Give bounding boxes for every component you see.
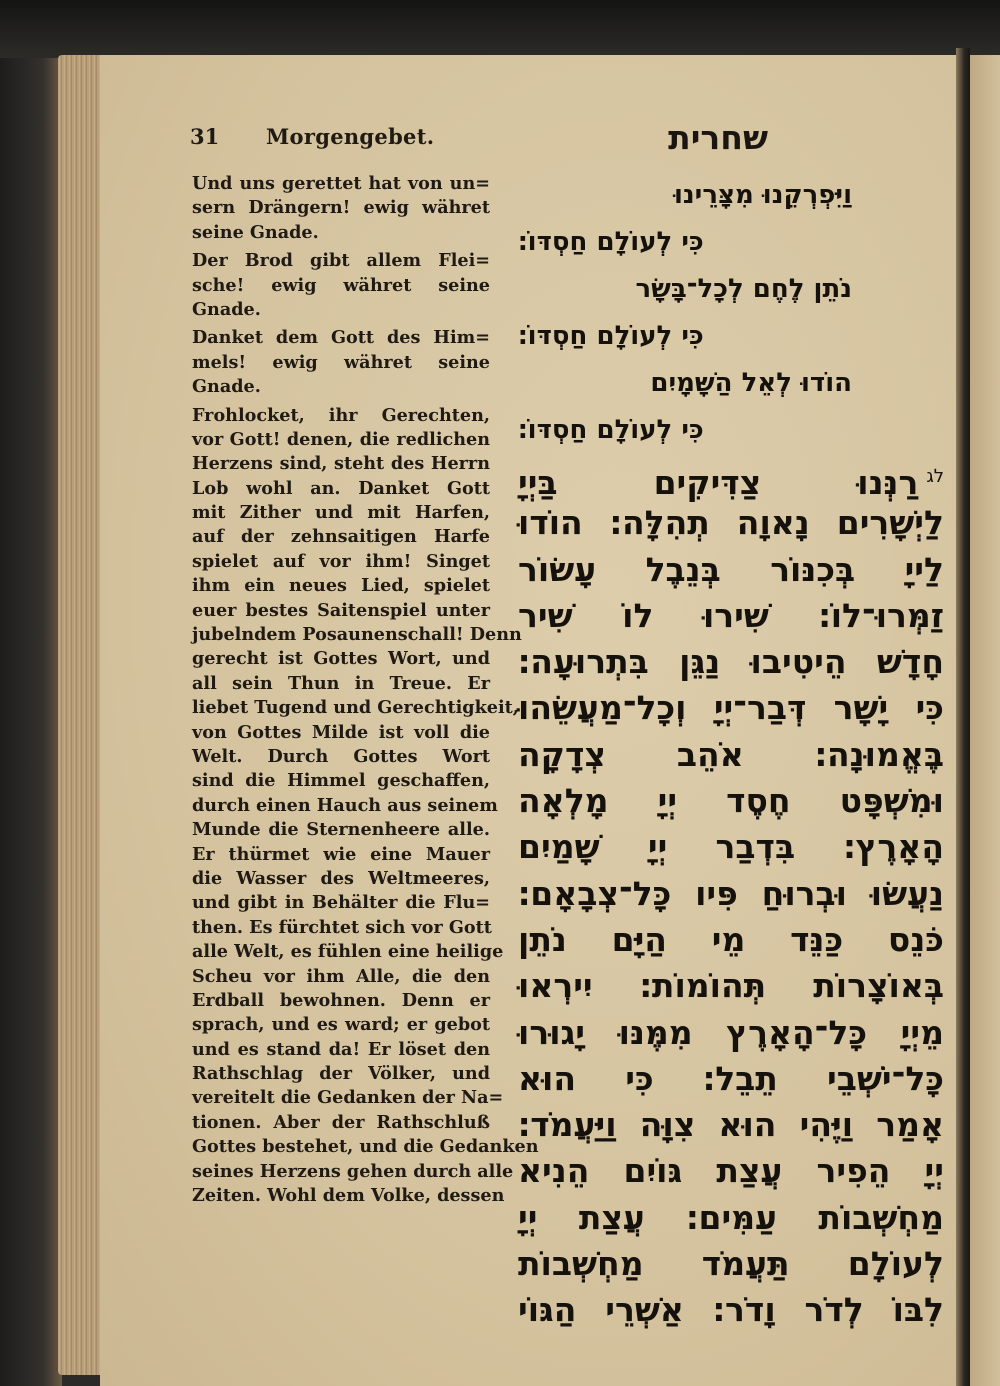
hebrew-line-text: כִּי יָשָׁר דְּבַר־יְיָ וְכָל־מַעֲשֵׂהוּ bbox=[518, 688, 944, 728]
hebrew-line bbox=[518, 778, 944, 824]
hebrew-line-text: וַיִּפְרְקֵנוּ מִצָּרֵינוּ bbox=[673, 180, 852, 210]
hebrew-line bbox=[518, 266, 944, 313]
hebrew-line bbox=[518, 685, 944, 731]
german-line: Gnade. bbox=[192, 376, 261, 398]
german-line: Er thürmet wie eine Mauer bbox=[192, 843, 490, 865]
hebrew-line bbox=[518, 963, 944, 1009]
hebrew-line bbox=[518, 1056, 944, 1102]
hebrew-running-title: שחרית bbox=[668, 118, 768, 157]
hebrew-line bbox=[518, 917, 944, 963]
german-line: Rathschlag der Völker, und bbox=[192, 1063, 490, 1085]
hebrew-line bbox=[518, 313, 944, 360]
german-line: seine Gnade. bbox=[192, 221, 319, 243]
running-title: Morgengebet. bbox=[266, 124, 435, 149]
german-line: von Gottes Milde ist voll die bbox=[192, 721, 490, 743]
german-line: Gottes bestehet, und die Gedanken bbox=[192, 1136, 539, 1158]
german-text-column bbox=[192, 172, 539, 1208]
german-line: mit Zither und mit Harfen, bbox=[192, 502, 490, 524]
hebrew-line bbox=[518, 407, 944, 454]
german-line: jubelndem Posaunenschall! Denn bbox=[192, 624, 522, 646]
german-line: gerecht ist Gottes Wort, und bbox=[192, 648, 490, 670]
german-line: Frohlocket, ihr Gerechten, bbox=[192, 404, 490, 426]
hebrew-line bbox=[518, 1287, 944, 1333]
german-line: Welt. Durch Gottes Wort bbox=[192, 745, 490, 767]
hebrew-line-text: כָּל־יֹשְׁבֵי תֵבֵל׃ כִּי הוּא bbox=[518, 1058, 944, 1098]
hebrew-line-text: בֶּאֱמוּנָה׃ אֹהֵב צְדָקָה bbox=[518, 734, 944, 774]
hebrew-line bbox=[518, 593, 944, 639]
german-paragraph bbox=[192, 404, 539, 1209]
german-line: Scheu vor ihm Alle, die den bbox=[192, 965, 490, 987]
hebrew-line-text: מַחְשְׁבוֹת עַמִּים׃ עֲצַת יְיָ bbox=[518, 1197, 944, 1237]
german-line: Erdball bewohnen. Denn er bbox=[192, 989, 490, 1011]
german-line: und es stand da! Er löset den bbox=[192, 1038, 490, 1060]
hebrew-line-text: מֵיְיָ כָּל־הָאָרֶץ מִמֶּנּוּ יָגוּרוּ bbox=[518, 1012, 944, 1052]
next-page-edge bbox=[970, 55, 1000, 1386]
german-line: spielet auf vor ihm! Singet bbox=[192, 550, 490, 572]
german-line: seines Herzens gehen durch alle bbox=[192, 1160, 514, 1182]
german-line: sind die Himmel geschaffen, bbox=[192, 770, 490, 792]
german-line: vor Gott! denen, die redlichen bbox=[192, 428, 490, 450]
german-paragraph bbox=[192, 172, 490, 245]
german-line: Danket dem Gott des Him= bbox=[192, 327, 490, 349]
german-line: auf der zehnsaitigen Harfe bbox=[192, 526, 490, 548]
hebrew-line bbox=[518, 454, 944, 500]
german-paragraph bbox=[192, 326, 490, 399]
book-gutter bbox=[956, 48, 970, 1386]
hebrew-line-text: לִבּוֹ לְדֹר וָדֹר׃ אַשְׁרֵי הַגּוֹי bbox=[518, 1290, 944, 1330]
german-line: sprach, und es ward; er gebot bbox=[192, 1014, 490, 1036]
hebrew-line-text: לַיְשָׁרִים נָאוָה תְהִלָּה׃ הוֹדוּ bbox=[518, 503, 944, 543]
hebrew-line-text: בְּאוֹצָרוֹת תְּהוֹמוֹת׃ יִירְאוּ bbox=[518, 966, 944, 1006]
german-line: Gnade. bbox=[192, 298, 261, 320]
german-line: sche! ewig währet seine bbox=[192, 274, 490, 296]
german-line: tionen. Aber der Rathschluß bbox=[192, 1111, 490, 1133]
hebrew-line bbox=[518, 1195, 944, 1241]
hebrew-line-text: כִּי לְעוֹלָם חַסְדּוֹ׃ bbox=[518, 415, 704, 445]
hebrew-line bbox=[518, 732, 944, 778]
german-line: sern Drängern! ewig währet bbox=[192, 197, 490, 219]
hebrew-line bbox=[518, 1010, 944, 1056]
page-stack-edges bbox=[58, 55, 104, 1375]
hebrew-line-text: הָאָרֶץ׃ בִּדְבַר יְיָ שָׁמַיִם bbox=[518, 827, 944, 867]
hebrew-line-text: אָמַר וַיֶּהִי הוּא צִוָּה וַיַּעֲמֹד׃ bbox=[518, 1105, 944, 1145]
book-cover-edge bbox=[0, 0, 62, 1386]
hebrew-line bbox=[518, 1148, 944, 1194]
german-line: all sein Thun in Treue. Er bbox=[192, 672, 490, 694]
german-line: alle Welt, es fühlen eine heilige bbox=[192, 941, 504, 963]
hebrew-line bbox=[518, 871, 944, 917]
hebrew-line-text: כִּי לְעוֹלָם חַסְדּוֹ׃ bbox=[518, 321, 704, 351]
hebrew-line-text: כֹּנֵס כַּנֵּד מֵי הַיָּם נֹתֵן bbox=[518, 919, 944, 959]
hebrew-line bbox=[518, 219, 944, 266]
hebrew-line-text: רַנְּנוּ צַדִּיקִים בַּיְיָ bbox=[518, 463, 919, 502]
hebrew-line bbox=[518, 360, 944, 407]
german-line: und gibt in Behälter die Flu= bbox=[192, 892, 490, 914]
german-line: Herzens sind, steht des Herrn bbox=[192, 453, 490, 475]
german-line: ihm ein neues Lied, spielet bbox=[192, 575, 490, 597]
german-line: euer bestes Saitenspiel unter bbox=[192, 599, 490, 621]
hebrew-line-text: הוֹדוּ לְאֵל הַשָּׁמָיִם bbox=[650, 368, 852, 398]
german-line: durch einen Hauch aus seinem bbox=[192, 794, 498, 816]
hebrew-line-text: כִּי לְעוֹלָם חַסְדּוֹ׃ bbox=[518, 227, 704, 257]
german-line: Lob wohl an. Danket Gott bbox=[192, 477, 490, 499]
german-line: then. Es fürchtet sich vor Gott bbox=[192, 916, 492, 938]
hebrew-line-text: זַמְּרוּ־לוֹ׃ שִׁירוּ לוֹ שִׁיר bbox=[518, 595, 944, 635]
hebrew-line-text: נֹתֵן לֶחֶם לְכָל־בָּשָׂר bbox=[635, 274, 852, 304]
german-line: Zeiten. Wohl dem Volke, dessen bbox=[192, 1185, 505, 1207]
german-line: Munde die Sternenheere alle. bbox=[192, 819, 490, 841]
german-line: Und uns gerettet hat von un= bbox=[192, 173, 490, 194]
hebrew-line-text: לַייָ בְּכִנּוֹר בְּנֵבֶל עָשׂוֹר bbox=[518, 549, 944, 589]
hebrew-line bbox=[518, 1241, 944, 1287]
hebrew-line bbox=[518, 824, 944, 870]
german-line: Der Brod gibt allem Flei= bbox=[192, 250, 490, 272]
hebrew-text-column bbox=[518, 172, 944, 1334]
german-line: vereitelt die Gedanken der Na= bbox=[192, 1087, 504, 1109]
hebrew-line-text: וּמִשְׁפָּט חֶסֶד יְיָ מָלְאָה bbox=[518, 781, 944, 821]
hebrew-line bbox=[518, 547, 944, 593]
german-line: mels! ewig währet seine bbox=[192, 351, 490, 373]
hebrew-line bbox=[518, 639, 944, 685]
hebrew-line bbox=[518, 1102, 944, 1148]
hebrew-line-text: יְיָ הֵפִיר עֲצַת גּוֹיִם הֵנִיא bbox=[518, 1151, 944, 1191]
hebrew-line bbox=[518, 172, 944, 219]
psalm-number: לג bbox=[926, 466, 944, 487]
background-top bbox=[0, 0, 1000, 58]
german-line: die Wasser des Weltmeeres, bbox=[192, 867, 490, 889]
hebrew-line-text: חָדָשׁ הֵיטִיבוּ נַגֵּן בִּתְרוּעָה׃ bbox=[518, 642, 944, 682]
german-paragraph bbox=[192, 249, 490, 322]
hebrew-line-text: לְעוֹלָם תַּעֲמֹד מַחְשְׁבוֹת bbox=[518, 1244, 944, 1284]
page-number: 31 bbox=[190, 124, 220, 149]
hebrew-line-text: נַעֲשׂוּ וּבְרוּחַ פִּיו כָּל־צְבָאָם׃ bbox=[518, 873, 944, 913]
german-line: liebet Tugend und Gerechtigkeit, bbox=[192, 697, 519, 719]
hebrew-line bbox=[518, 500, 944, 546]
